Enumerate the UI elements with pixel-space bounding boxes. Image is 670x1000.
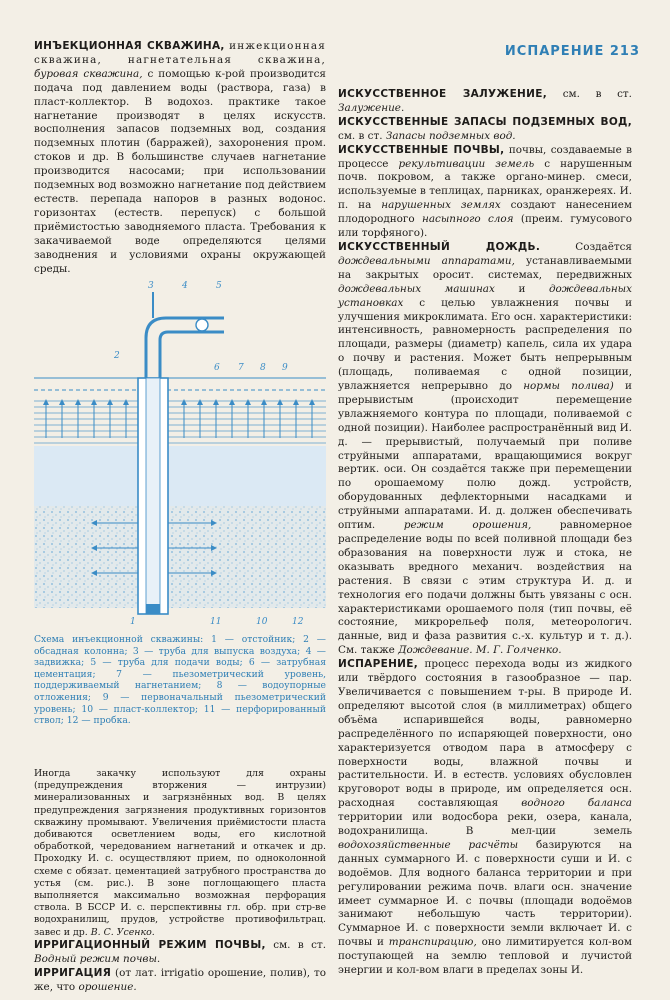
entry-artificial-grassing: [338, 88, 632, 116]
entry-artificial-groundwater: [338, 116, 632, 144]
cross-reference: орошение.: [78, 980, 137, 993]
headword: ИРРИГАЦИОННЫЙ РЕЖИМ ПОЧВЫ,: [34, 938, 266, 951]
label-11: 11: [210, 617, 222, 627]
entry-text: с помощью к-рой производится подача под давлением воды (раствора, газа) в пласт-коллектор. В водохоз. практике такое нагнетание производят в целях искусств. восполнения запасов подземных вод, создания подземных плотин (барражей), захоронения пром. стоков и др. В большинстве случаев нагнетание производится насосами; при использовании подземных вод возможно нагнетание под действием естеств. перепада напоров в разных водонос. горизонтах (естеств. перепуск) с большой приёмистостью заводняемого пласта. Требования к закачиваемой воде определяются целями заводнения и условиями охраны окружающей среды.: [34, 67, 326, 275]
text: равномерное распределение воды по всей поливной площади без образования на поверхности луж и стока, не оказывать вредного механич. воздействия на растения. В связи с этим структура И. д. и технология его подачи должны быть увязаны с осн. характеристиками орошаемого поля (тип почвы, её состояние, микрорельеф поля, метеорологич. данные, вид и фаза развития с.-х. культур и т. д.). См. также: [338, 519, 632, 657]
ref: режим орошения,: [403, 519, 532, 532]
text: оно лимитируется кол-вом поступающей на землю тепловой и лучистой энергии и кол-вом влаги в пределах зоны И.: [338, 936, 632, 977]
label-2: 2: [114, 351, 120, 361]
figure-caption: Схема инъекционной скважины: 1 — отстойник; 2 — обсадная колонна; 3 — труба для выпуска воздуха; 4 — задвижка; 5 — труба для подачи воды; 6 — затрубная цементация; 7 — пьезометрический уровень, поддерживаемый нагнетанием; 8 — водоупорные отложения; 9 — первоначальный пьезометрический уровень; 10 — пласт-коллектор; 11 — перфорированный ствол; 12 — пробка.: [34, 634, 326, 727]
headword: ИСКУССТВЕННЫЕ ЗАПАСЫ ПОДЗЕМНЫХ ВОД,: [338, 115, 632, 128]
entry-text: (от лат. irrigatio орошение, полив), то же, что: [34, 966, 326, 993]
ref: дождевальными аппаратами,: [338, 254, 515, 267]
text: устанавливаемыми на закрытых оросит. системах, передвижных: [338, 254, 632, 281]
entry-continuation: [34, 768, 326, 939]
cross-reference: Запасы подземных вод.: [385, 129, 516, 142]
text: и: [518, 282, 526, 295]
entry-text: см. в ст.: [273, 938, 327, 951]
text: с нарушенным почв. покровом, а также органо-минер. смеси, используемые в теплицах, парниках, оранжереях. И. п. на: [338, 157, 632, 212]
left-column-bottom: [34, 768, 326, 994]
aquifer-layer: [34, 446, 326, 506]
alt-names-italic: буровая скважина,: [34, 67, 143, 80]
author-signature: В. С. Усенко.: [90, 926, 155, 938]
ref: Дождевание.: [398, 644, 473, 657]
text: с целью увлажнения почвы и улучшения микроклимата. Его осн. характеристики: интенсивность, равномерность распределения по площади, размеры (диаметр) капель, сила их удара о почву и растения. Может быть непрерывным (площадь, поливаемая с одной позиции, увлажняется непрерывно до: [338, 296, 632, 393]
alt-names: инжекционная скважина, нагнетательная скважина,: [34, 40, 326, 66]
label-12: 12: [292, 617, 304, 627]
ref: транспирацию,: [388, 936, 477, 949]
text: (преим. гумусового или торфяного).: [338, 213, 632, 240]
entry-text: см. в ст.: [338, 129, 383, 142]
text: процесс перехода воды из жидкого или твёрдого состояния в газообразное — пар. Увеличивается с повышением т-ры. В природе И. определяют высотой слоя (в миллиметрах) общего объёма испарившейся воды, равномерно распределённого по испаряющей поверхности, оно характеризуется отводом пара в атмосферу с поверхности воды, влажной почвы и растительности. И. в естеств. условиях обусловлен круговорот воды в природе, им определяется осн. расходная составляющая: [338, 658, 632, 810]
entry-text: см. в ст.: [562, 88, 632, 100]
label-1: 1: [130, 617, 136, 627]
label-5: 5: [216, 281, 222, 291]
text: создают нанесением плодородного: [338, 199, 632, 226]
label-3: 3: [148, 281, 154, 291]
headword: ИСКУССТВЕННЫЕ ПОЧВЫ,: [338, 143, 505, 156]
right-column: [338, 88, 632, 978]
ref: дождевальных машинах: [338, 282, 495, 295]
text: почвы, создаваемые в процессе: [338, 143, 632, 170]
headword: ИСКУССТВЕННОЕ ЗАЛУЖЕНИЕ,: [338, 88, 547, 100]
valve: [196, 319, 208, 331]
page-header: ИСПАРЕНИЕ 213: [504, 44, 640, 59]
author-signature: М. Г. Голченко.: [475, 644, 562, 657]
cross-reference: Водный режим почвы.: [34, 952, 161, 965]
ref: водного баланса: [521, 797, 632, 810]
label-4: 4: [182, 281, 188, 291]
label-10: 10: [256, 617, 268, 627]
ref: насыпного слоя: [421, 213, 514, 226]
text: территории или водосбора реки, озера, канала, водохранилища. В мел-ции земель: [338, 811, 632, 838]
entry-injection-well: [34, 40, 326, 276]
ref: рекультивации земель: [398, 157, 535, 170]
headword: ИСКУССТВЕННЫЙ ДОЖДЬ.: [338, 240, 541, 253]
label-9: 9: [282, 363, 288, 373]
entry-irrigation: [34, 967, 326, 995]
text: Создаётся: [575, 240, 632, 253]
continuation-text: Иногда закачку используют для охраны (предупреждения вторжения — интрузии) минерализованных и загрязнённых вод. В целях предупреждения загрязнения продуктивных горизонтов скважину промывают. Увеличения приёмистости пласта добиваются осветлением воды, его кислотной обработкой, чередованием нагнетаний и откачек и др. Проходку И. с. осуществляют прием, по одноколонной схеме с обязат. цементацией затрубного пространства до устья (см. рис.). В зоне поглощающего пласта выполняется максимально возможная перфорация ствола. В БССР И. с. перспективны гл. обр. при стр-ве водохранилищ, прудов, устройстве противофильтрац. завес и др.: [34, 768, 326, 938]
headword: ИНЪЕКЦИОННАЯ СКВАЖИНА,: [34, 40, 225, 52]
label-7: 7: [238, 363, 244, 373]
headword: ИРРИГАЦИЯ: [34, 966, 112, 979]
ref: водохозяйственные расчёты: [338, 838, 519, 851]
collector-bg: [34, 506, 326, 608]
injection-well-diagram: [34, 278, 326, 628]
ref: нормы полива): [523, 380, 614, 393]
ref: дождевальных установках: [338, 282, 633, 309]
entry-evaporation: [338, 658, 632, 978]
entry-irrigation-regime: [34, 939, 326, 967]
entry-artificial-soils: [338, 144, 632, 241]
cross-reference: Залужение.: [338, 101, 405, 114]
feed-pipe: [146, 318, 224, 378]
ref: нарушенных землях: [381, 199, 501, 212]
text: базируются на данных суммарного И. с поверхности суши и И. с водоёмов. Для водного баланса территории и при регулировании режима почв. влаги осн. значение имеет суммарное И. с почвы (площади водоёмов занимают небольшую часть территории). Суммарное И. с поверхности земли включает И. с почвы и: [338, 838, 632, 949]
headword: ИСПАРЕНИЕ,: [338, 658, 419, 671]
well-bore: [146, 378, 160, 614]
label-8: 8: [260, 363, 266, 373]
entry-artificial-rain: [338, 241, 632, 658]
text: и прерывистым (происходит перемещение увлажняемого контура по площади, поливаемой с одной позиции). Наиболее распространённый вид И. д. — прерывистый, получаемый при поливе струйными аппаратами, вращающимися вокруг вертик. оси. Он создаётся также при перемещении по орошаемому полю дожд. устройств, оборудованных дефлекторными насадками и струйными аппаратами. И. д. должен обеспечивать оптим.: [338, 380, 632, 532]
left-column: [34, 40, 326, 276]
plug: [146, 604, 160, 614]
label-6: 6: [214, 363, 220, 373]
